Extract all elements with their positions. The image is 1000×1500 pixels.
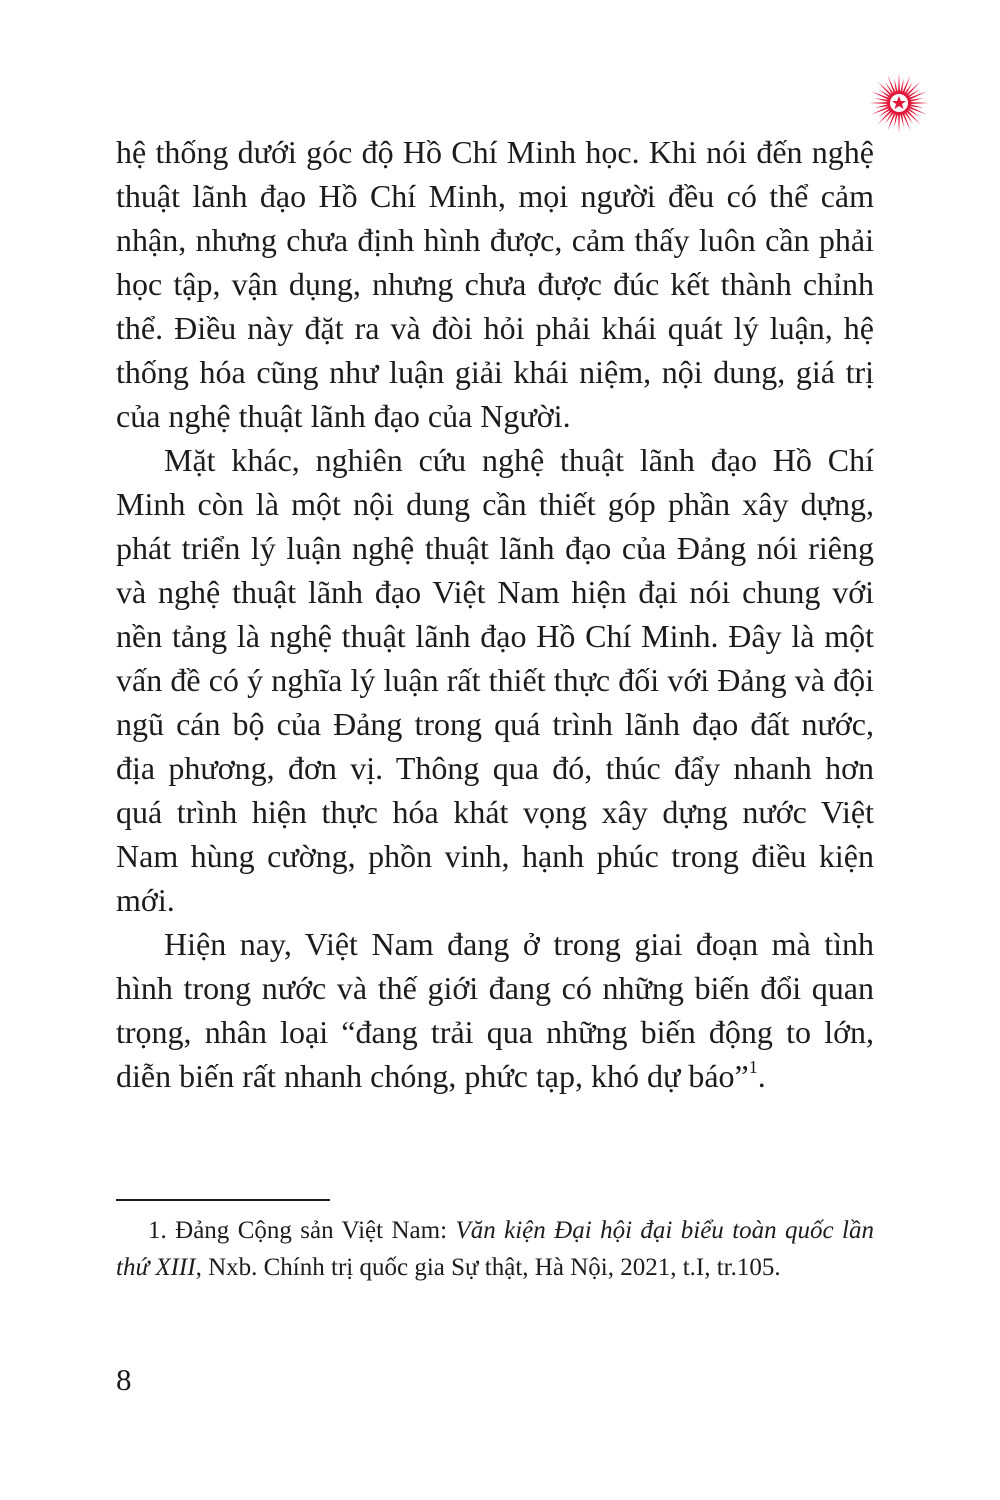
paragraph-3-text: Hiện nay, Việt Nam đang ở trong giai đoạn mà tình hình trong nước và thế giới đang có những biến đổi quan trọng, nhân loại “đang trải qua những biến động to lớn, diễn biến rất nhanh chóng, phức tạp, khó dự báo”: [116, 926, 874, 1094]
logo-ray: [888, 113, 896, 131]
logo-ray: [910, 102, 929, 104]
footnote-rest: , Nxb. Chính trị quốc gia Sự thật, Hà Nội, 2021, t.I, tr.105.: [195, 1254, 781, 1281]
logo-ray: [869, 102, 888, 104]
logo-ray: [898, 114, 900, 133]
footnote-prefix: 1. Đảng Cộng sản Việt Nam:: [148, 1217, 456, 1244]
logo-ray: [902, 75, 910, 93]
logo-ray: [909, 92, 927, 100]
logo-ray: [909, 106, 927, 114]
footnote-title: Văn kiện Đại hội đại biểu toàn quốc lần thứ XIII: [116, 1217, 874, 1281]
publisher-logo-star-icon: [868, 72, 930, 134]
paragraph-3-end-punctuation: .: [757, 1058, 766, 1094]
footnote: [116, 1212, 874, 1286]
paragraph-2: Mặt khác, nghiên cứu nghệ thuật lãnh đạo Hồ Chí Minh còn là một nội dung cần thiết góp phần xây dựng, phát triển lý luận nghệ thuật lãnh đạo của Đảng nói riêng và nghệ thuật lãnh đạo Việt Nam hiện đại nói chung với nền tảng là nghệ thuật lãnh đạo Hồ Chí Minh. Đây là một vấn đề có ý nghĩa lý luận rất thiết thực đối với Đảng và đội ngũ cán bộ của Đảng trong quá trình lãnh đạo đất nước, địa phương, đơn vị. Thông qua đó, thúc đẩy nhanh hơn quá trình hiện thực hóa khát vọng xây dựng nước Việt Nam hùng cường, phồn vinh, hạnh phúc trong điều kiện mới.: [116, 442, 874, 918]
footnote-reference: 1: [748, 1057, 758, 1077]
paragraph-3: [116, 922, 874, 1098]
paragraph-1: hệ thống dưới góc độ Hồ Chí Minh học. Khi nói đến nghệ thuật lãnh đạo Hồ Chí Minh, mọi người đều có thể cảm nhận, nhưng chưa định hình được, cảm thấy luôn cần phải học tập, vận dụng, nhưng chưa được đúc kết thành chỉnh thể. Điều này đặt ra và đòi hỏi phải khái quát lý luận, hệ thống hóa cũng như luận giải khái niệm, nội dung, giá trị của nghệ thuật lãnh đạo của Người.: [116, 134, 874, 434]
logo-ray: [888, 75, 896, 93]
main-text: [116, 130, 874, 1098]
page-number: 8: [116, 1362, 132, 1397]
logo-ray: [902, 113, 910, 131]
logo-ray: [898, 73, 900, 92]
logo-ray: [871, 106, 889, 114]
footnote-separator: [116, 1199, 330, 1201]
logo-ray: [871, 92, 889, 100]
